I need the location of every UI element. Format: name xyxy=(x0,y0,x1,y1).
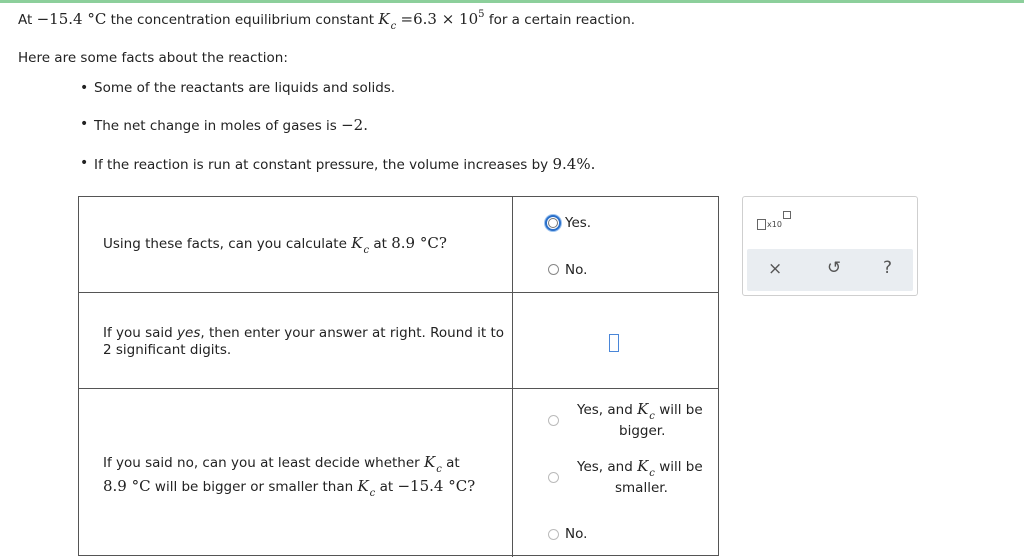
k-symbol: K xyxy=(637,400,649,418)
facts-heading: Here are some facts about the reaction: xyxy=(18,50,288,66)
q1-at: at xyxy=(373,236,387,252)
option-bigger-line-1[interactable] xyxy=(577,400,703,422)
k-subscript: c xyxy=(390,21,397,32)
question-3-line-1 xyxy=(103,453,460,475)
k-subscript: c xyxy=(649,411,655,422)
k-subscript: c xyxy=(369,488,376,499)
k-subscript: c xyxy=(649,468,655,479)
k-value: =6.3 × 10 xyxy=(400,10,479,28)
q1-temperature: 8.9 °C? xyxy=(391,234,447,252)
answer-input[interactable] xyxy=(609,334,619,352)
k-symbol: K xyxy=(637,457,649,475)
question-2-line-1 xyxy=(103,325,504,341)
fact-2 xyxy=(94,116,368,134)
option-no-decision-label[interactable]: No. xyxy=(565,526,588,542)
radio-no-decision[interactable] xyxy=(548,529,559,540)
opt-bigger-post: will be xyxy=(659,402,703,418)
q3-pre: If you said no, can you at least decide whether xyxy=(103,455,420,471)
fact-3 xyxy=(94,155,595,173)
fact-3-value: 9.4%. xyxy=(552,155,596,173)
undo-icon[interactable]: ↺ xyxy=(827,258,842,278)
intro-middle-text: the concentration equilibrium constant xyxy=(110,12,375,28)
option-bigger-line-2[interactable]: bigger. xyxy=(619,423,666,439)
bullet: • xyxy=(80,155,89,171)
question-2-line-2: 2 significant digits. xyxy=(103,342,232,358)
k-exponent: 5 xyxy=(478,9,485,20)
k-symbol: K xyxy=(351,234,363,252)
row-divider xyxy=(79,292,718,293)
k-subscript: c xyxy=(363,245,370,256)
q3-mid: will be bigger or smaller than xyxy=(154,479,354,495)
top-accent-bar xyxy=(0,0,1024,3)
question-table xyxy=(78,196,719,556)
toolbar-actions xyxy=(747,249,913,291)
intro-sentence xyxy=(18,9,636,32)
radio-no-label[interactable]: No. xyxy=(565,262,588,278)
radio-yes-label[interactable]: Yes. xyxy=(565,215,592,231)
fact-1: Some of the reactants are liquids and solids. xyxy=(94,80,396,96)
question-3-line-2 xyxy=(103,477,476,499)
exponent-box-icon xyxy=(783,211,791,219)
opt-smaller-pre: Yes, and xyxy=(577,459,633,475)
help-icon[interactable]: ? xyxy=(883,258,893,278)
option-smaller-line-2[interactable]: smaller. xyxy=(615,480,668,496)
intro-temperature: −15.4 °C xyxy=(36,10,107,28)
column-divider xyxy=(512,197,513,557)
bullet: • xyxy=(80,116,89,132)
k-symbol: K xyxy=(378,10,390,28)
radio-smaller[interactable] xyxy=(548,472,559,483)
opt-bigger-pre: Yes, and xyxy=(577,402,633,418)
q2-emphasis-yes: yes xyxy=(177,325,201,341)
intro-suffix: for a certain reaction. xyxy=(488,12,636,28)
mantissa-box-icon xyxy=(757,219,766,230)
q2-pre: If you said xyxy=(103,325,173,341)
question-1-text xyxy=(103,234,447,256)
radio-no[interactable] xyxy=(548,264,559,275)
q3-temperature: 8.9 °C xyxy=(103,477,151,495)
k-symbol: K xyxy=(357,477,369,495)
row-divider xyxy=(79,388,718,389)
q1-pre: Using these facts, can you calculate xyxy=(103,236,347,252)
clear-icon[interactable]: × xyxy=(768,259,783,279)
x10-label: x10 xyxy=(767,220,782,229)
intro-prefix: At xyxy=(18,12,33,28)
answer-toolbar xyxy=(742,196,918,296)
opt-smaller-post: will be xyxy=(659,459,703,475)
k-symbol: K xyxy=(424,453,436,471)
q3-at-2: at xyxy=(379,479,394,495)
q3-temperature-2: −15.4 °C? xyxy=(397,477,476,495)
radio-yes[interactable] xyxy=(545,215,561,231)
bullet: • xyxy=(80,80,89,96)
k-subscript: c xyxy=(436,464,442,475)
radio-bigger[interactable] xyxy=(548,415,559,426)
scientific-notation-button[interactable] xyxy=(757,211,791,233)
q3-at: at xyxy=(446,455,460,471)
fact-3-text: If the reaction is run at constant pressure, the volume increases by xyxy=(94,157,549,173)
q2-post: , then enter your answer at right. Round it to xyxy=(200,325,505,341)
fact-2-text: The net change in moles of gases is xyxy=(94,118,337,134)
fact-2-value: −2. xyxy=(341,116,368,134)
option-smaller-line-1[interactable] xyxy=(577,457,703,479)
